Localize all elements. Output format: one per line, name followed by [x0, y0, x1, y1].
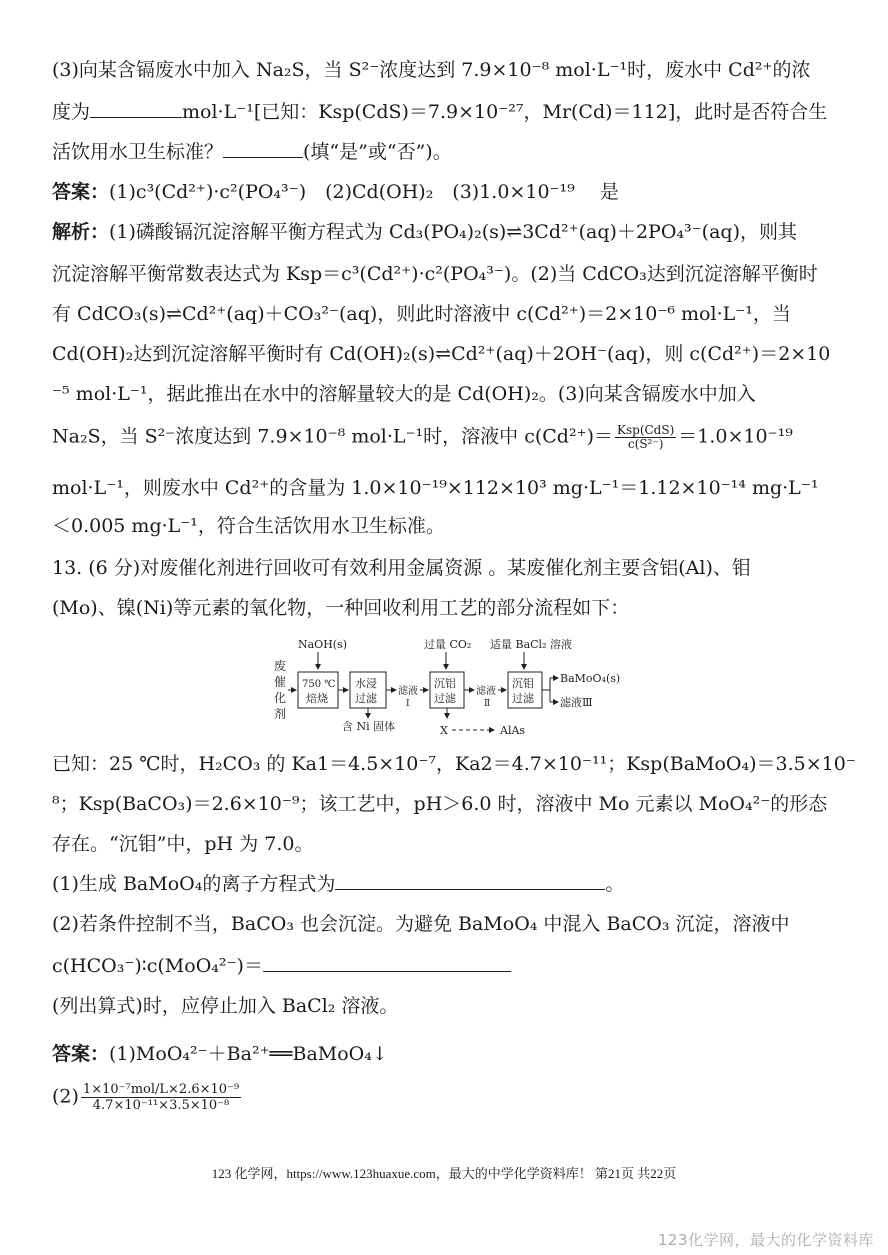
question-3-text: (填“是”或“否”)。 — [303, 141, 452, 163]
answer-text: (1)c³(Cd²⁺)·c²(PO₄³⁻) (2)Cd(OH)₂ (3)1.0×10⁻¹⁹ 是 — [109, 181, 619, 203]
flow-box-text: 沉钼 — [512, 677, 534, 690]
watermark: 123化学网，最大的化学资料库 — [657, 1231, 874, 1249]
fraction-denominator: 4.7×10⁻¹¹×3.5×10⁻⁸ — [92, 1098, 230, 1113]
flow-reagent-naoh: NaOH(s) — [298, 638, 348, 651]
answer-text: (1)MoO₄²⁻＋Ba²⁺══BaMoO₄↓ — [109, 1043, 388, 1065]
explanation-line-6 — [52, 424, 793, 451]
part-text: c(HCO₃⁻)∶c(MoO₄²⁻)＝ — [52, 955, 263, 977]
fraction-numerator: 1×10⁻⁷mol/L×2.6×10⁻⁹ — [82, 1082, 240, 1097]
question-13-part-2-end: (列出算式)时，应停止加入 BaCl₂ 溶液。 — [52, 995, 399, 1017]
flow-box-text: 过滤 — [512, 692, 534, 705]
flow-filtrate-2: Ⅱ — [484, 699, 491, 709]
explanation-label: 解析： — [52, 221, 110, 243]
answer-label: 答案： — [52, 1043, 110, 1065]
flow-box-text: 750 ℃ — [302, 679, 336, 690]
answer-blank — [223, 141, 303, 158]
answer-blank — [90, 101, 182, 118]
question-13-part-1 — [52, 872, 624, 896]
answer-13-line-1 — [52, 1042, 388, 1066]
question-13-line-2: (Mo)、镍(Ni)等元素的氧化物，一种回收利用工艺的部分流程如下： — [52, 597, 630, 619]
explanation-line-2: 沉淀溶解平衡常数表达式为 Ksp＝c³(Cd²⁺)·c²(PO₄³⁻)。(2)当 CdCO₃达到沉淀溶解平衡时 — [52, 263, 818, 285]
flow-box-text: 水浸 — [355, 677, 377, 690]
explanation-line-5: ⁻⁵ mol·L⁻¹，据此推出在水中的溶解量较大的是 Cd(OH)₂。(3)向某含镉废水中加入 — [52, 383, 756, 405]
flow-ni-solid: 含 Ni 固体 — [342, 720, 396, 733]
answer-blank — [335, 873, 605, 890]
question-13-part-2-ratio — [52, 954, 511, 978]
flow-filtrate-1: 滤液 — [398, 686, 418, 697]
known-line-1: 已知：25 ℃时，H₂CO₃ 的 Ka1＝4.5×10⁻⁷，Ka2＝4.7×10⁻¹¹；Ksp(BaMoO₄)＝3.5×10⁻ — [52, 753, 856, 775]
flow-start-char: 剂 — [274, 707, 287, 721]
flow-x: X — [440, 724, 448, 737]
part-text: 。 — [605, 873, 625, 895]
question-13-part-2: (2)若条件控制不当，BaCO₃ 也会沉淀。为避免 BaMoO₄ 中混入 BaCO₃ 沉淀，溶液中 — [52, 913, 790, 935]
explanation-line-3: 有 CdCO₃(s)⇌Cd²⁺(aq)＋CO₃²⁻(aq)，则此时溶液中 c(Cd²⁺)＝2×10⁻⁶ mol·L⁻¹，当 — [52, 303, 791, 325]
answer-blank — [263, 955, 511, 972]
flow-start-char: 废 — [274, 659, 287, 673]
question-3-text: 活饮用水卫生标准？ — [52, 141, 224, 163]
page-footer: 123 化学网，https://www.123huaxue.com，最大的中学化学资料库！ 第21页 共22页 — [211, 1166, 677, 1181]
flow-reagent-bacl2: 适量 BaCl₂ 溶液 — [490, 638, 572, 651]
answer-text: (2) — [52, 1085, 79, 1108]
explanation-text: (1)磷酸镉沉淀溶解平衡方程式为 Cd₃(PO₄)₂(s)⇌3Cd²⁺(aq)＋2PO₄³⁻(aq)，则其 — [109, 221, 797, 243]
explanation-line-7: mol·L⁻¹，则废水中 Cd²⁺的含量为 1.0×10⁻¹⁹×112×10³ mg·L⁻¹＝1.12×10⁻¹⁴ mg·L⁻¹ — [52, 477, 819, 499]
explanation-line-4: Cd(OH)₂达到沉淀溶解平衡时有 Cd(OH)₂(s)⇌Cd²⁺(aq)＋2OH⁻(aq)，则 c(Cd²⁺)＝2×10 — [52, 343, 831, 365]
part-text: (1)生成 BaMoO₄的离子方程式为 — [52, 873, 336, 895]
explanation-line-8: ＜0.005 mg·L⁻¹，符合生活饮用水卫生标准。 — [52, 515, 445, 537]
flow-alas: AlAs — [500, 724, 526, 737]
question-13-line-1: 13. (6 分)对废催化剂进行回收可有效利用金属资源 。某废催化剂主要含铝(Al)、钼 — [52, 557, 751, 579]
flow-product: BaMoO₄(s) — [560, 672, 621, 685]
ksp-fraction — [615, 424, 676, 451]
explanation-text: ＝1.0×10⁻¹⁹ — [678, 425, 793, 448]
question-3-text: mol·L⁻¹[已知：Ksp(CdS)＝7.9×10⁻²⁷，Mr(Cd)＝112]，此时是否符合生 — [182, 101, 828, 123]
question-3-line-2 — [52, 100, 827, 124]
flow-box-text: 过滤 — [434, 692, 456, 705]
known-line-3: 存在。“沉钼”中，pH 为 7.0。 — [52, 833, 314, 855]
flow-start-char: 化 — [274, 691, 287, 705]
answer-fraction — [81, 1082, 241, 1113]
process-flow-diagram — [262, 634, 632, 740]
answer-line — [52, 180, 619, 204]
flow-box-text: 过滤 — [355, 692, 377, 705]
flow-box-text: 焙烧 — [306, 692, 328, 705]
answer-13-line-2 — [52, 1082, 243, 1113]
answer-label: 答案： — [52, 181, 110, 203]
question-3-line-3 — [52, 140, 452, 164]
question-3-text: 度为 — [52, 101, 91, 123]
flow-start-char: 催 — [274, 675, 287, 689]
flow-box-text: 沉铝 — [434, 677, 456, 690]
known-line-2: ⁸；Ksp(BaCO₃)＝2.6×10⁻⁹；该工艺中，pH＞6.0 时，溶液中 Mo 元素以 MoO₄²⁻的形态 — [52, 793, 828, 815]
flow-filtrate-3: 滤液Ⅲ — [560, 696, 593, 709]
fraction-numerator: Ksp(CdS) — [617, 423, 675, 437]
flow-filtrate-1: Ⅰ — [406, 699, 410, 709]
fraction-denominator: c(S²⁻) — [627, 437, 664, 451]
explanation-line-1 — [52, 220, 797, 244]
flow-filtrate-2: 滤液 — [476, 686, 496, 697]
flow-reagent-co2: 过量 CO₂ — [424, 638, 472, 651]
explanation-text: Na₂S，当 S²⁻浓度达到 7.9×10⁻⁸ mol·L⁻¹时，溶液中 c(Cd²⁺)＝ — [52, 425, 614, 448]
question-3-line-1: (3)向某含镉废水中加入 Na₂S，当 S²⁻浓度达到 7.9×10⁻⁸ mol·L⁻¹时，废水中 Cd²⁺的浓 — [52, 59, 811, 81]
